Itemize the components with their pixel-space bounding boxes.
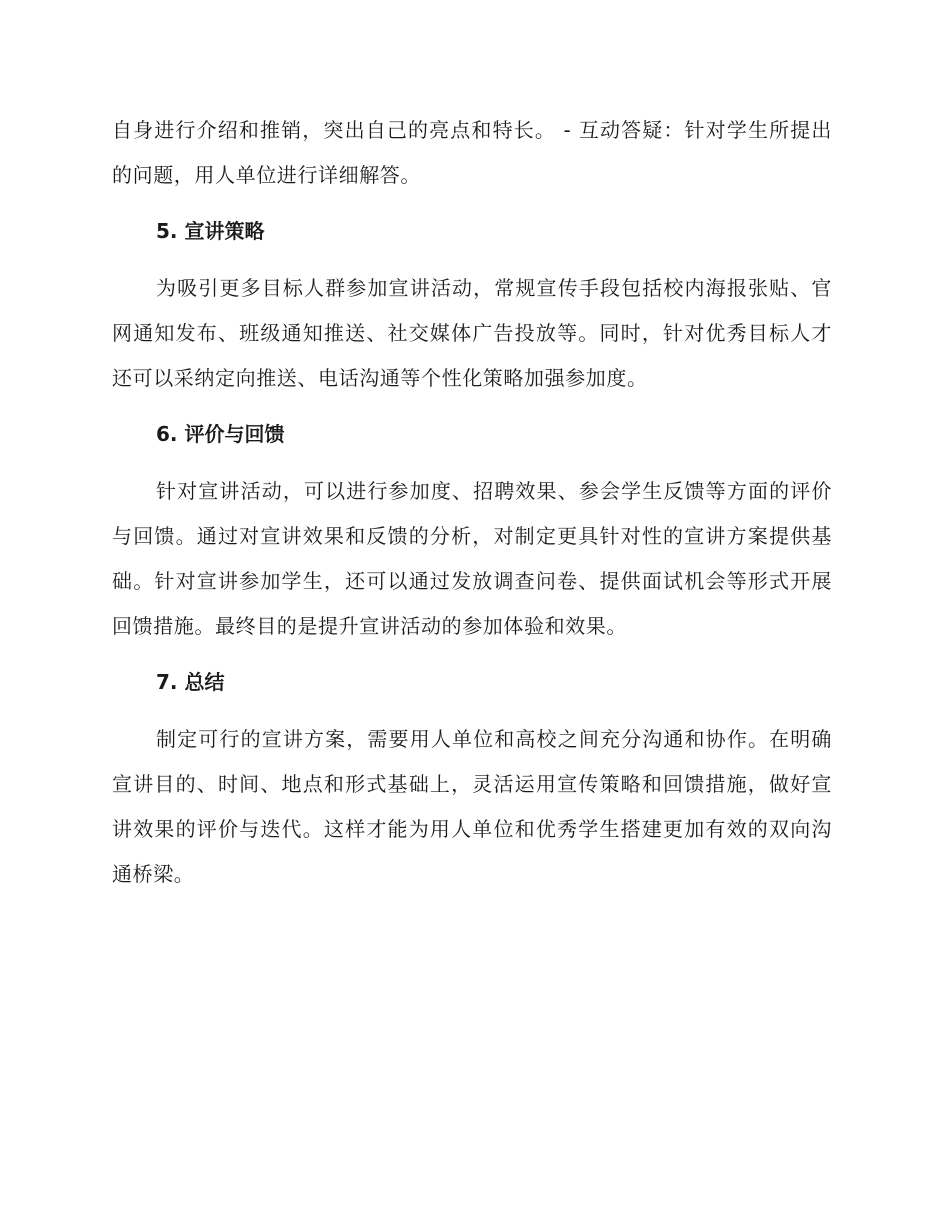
section-body-summary: 制定可行的宣讲方案，需要用人单位和高校之间充分沟通和协作。在明确宣讲目的、时间、地点和形式基础上，灵活运用宣传策略和回馈措施，做好宣讲效果的评价与迭代。这样才能为用人单位和优秀学生搭建更加有效的双向沟通桥梁。 bbox=[112, 727, 832, 886]
document-page bbox=[112, 108, 832, 897]
section-heading-strategy: 5. 宣讲策略 bbox=[156, 219, 265, 243]
section-body-strategy: 为吸引更多目标人群参加宣讲活动，常规宣传手段包括校内海报张贴、官网通知发布、班级通知推送、社交媒体广告投放等。同时，针对优秀目标人才还可以采纳定向推送、电话沟通等个性化策略加强参加度。 bbox=[112, 276, 832, 390]
intro-paragraph: 自身进行介绍和推销，突出自己的亮点和特长。 - 互动答疑：针对学生所提出的问题，用人单位进行详细解答。 bbox=[112, 118, 832, 187]
section-body-evaluation: 针对宣讲活动，可以进行参加度、招聘效果、参会学生反馈等方面的评价与回馈。通过对宣讲效果和反馈的分析，对制定更具针对性的宣讲方案提供基础。针对宣讲参加学生，还可以通过发放调查问卷、提供面试机会等形式开展回馈措施。最终目的是提升宣讲活动的参加体验和效果。 bbox=[112, 479, 832, 638]
section-heading-evaluation: 6. 评价与回馈 bbox=[156, 422, 285, 446]
section-heading-summary: 7. 总结 bbox=[156, 670, 225, 694]
